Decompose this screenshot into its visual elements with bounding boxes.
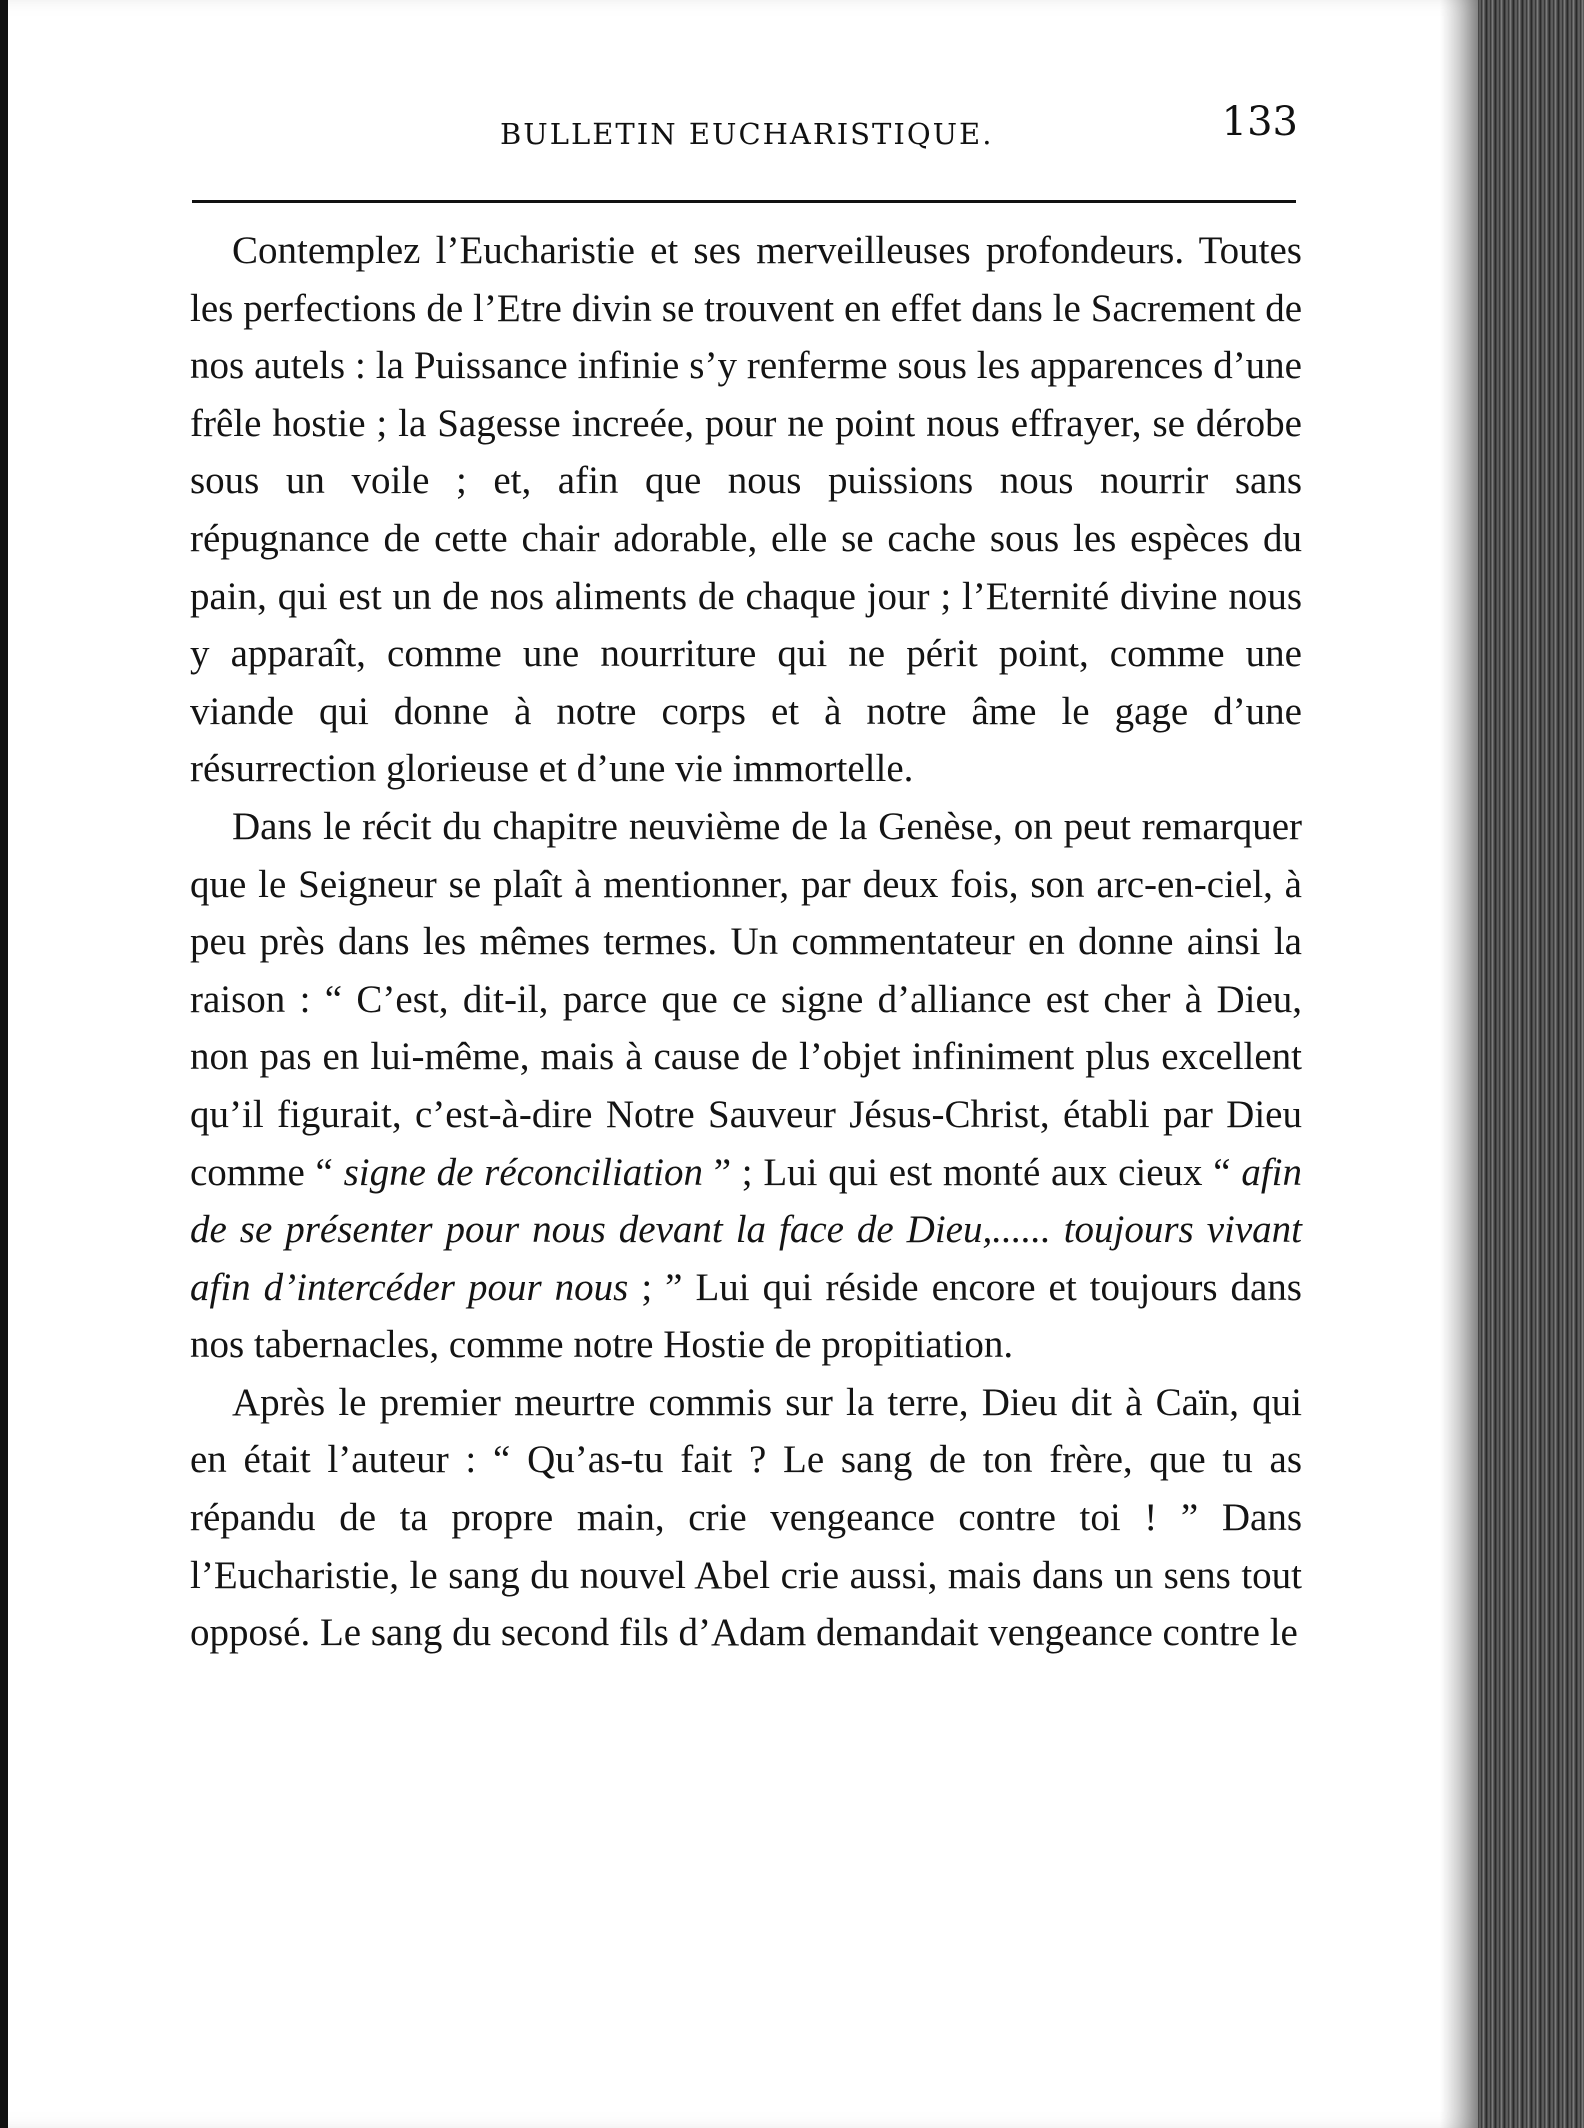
paragraph-2-text-c: ; ” Lui qui réside encore et toujours dans nos tabernacles, comme notre Hostie de propitiation. [190,1265,1302,1367]
paragraph-2-italic-1: signe de réconciliation [343,1150,703,1194]
paragraph-1: Contemplez l’Eucharistie et ses merveilleuses profondeurs. Toutes les perfections de l’Etre divin se trouvent en effet dans le Sacrement de nos autels : la Puissance infinie s’y renferme sous les apparences d’une frêle hostie ; la Sagesse increée, pour ne point nous effrayer, se dérobe sous un voile ; et, afin que nous puissions nous nourrir sans répugnance de cette chair adorable, elle se cache sous les espèces du pain, qui est un de nos aliments de chaque jour ; l’Eternité divine nous y apparaît, comme une nourriture qui ne périt point, comme une viande qui donne à notre corps et à notre âme le gage d’une résurrection glorieuse et d’une vie immortelle. [190,229,1302,791]
page-header [190,95,1298,155]
book-edge [1478,0,1584,2128]
body-text [190,222,1302,1662]
paragraph-3: Après le premier meurtre commis sur la terre, Dieu dit à Caïn, qui en était l’auteur : “ Qu’as-tu fait ? Le sang de ton frère, que tu as répandu de ta propre main, crie vengeance contre toi ! ” Dans l’Eucharistie, le sang du nouvel Abel crie aussi, mais dans un sens tout opposé. Le sang du second fils d’Adam demandait vengeance contre le [190,1380,1302,1655]
page-number: 133 [1221,99,1298,145]
header-rule [192,200,1296,203]
paragraph-2-italic-2: afin de se présenter pour nous devant la face de Dieu,...... toujours vivant afin d’intercéder pour nous [190,1150,1302,1309]
running-title: BULLETIN EUCHARISTIQUE. [500,117,994,151]
paragraph-2-text-a: Dans le récit du chapitre neuvième de la Genèse, on peut remarquer que le Seigneur se plaît à mentionner, par deux fois, son arc-en-ciel, à peu près dans les mêmes termes. Un commentateur en donne ainsi la raison : “ C’est, dit-il, parce que ce signe d’alliance est cher à Dieu, non pas en lui-même, mais à cause de l’objet infiniment plus excellent qu’il figurait, c’est-à-dire Notre Sauveur Jésus-Christ, établi par Dieu comme “ [190,804,1302,1194]
page-gutter-shadow [1440,0,1480,2128]
paragraph-2-text-b: ” ; Lui qui est monté aux cieux “ [702,1150,1242,1194]
paragraph-2 [190,798,1302,1374]
